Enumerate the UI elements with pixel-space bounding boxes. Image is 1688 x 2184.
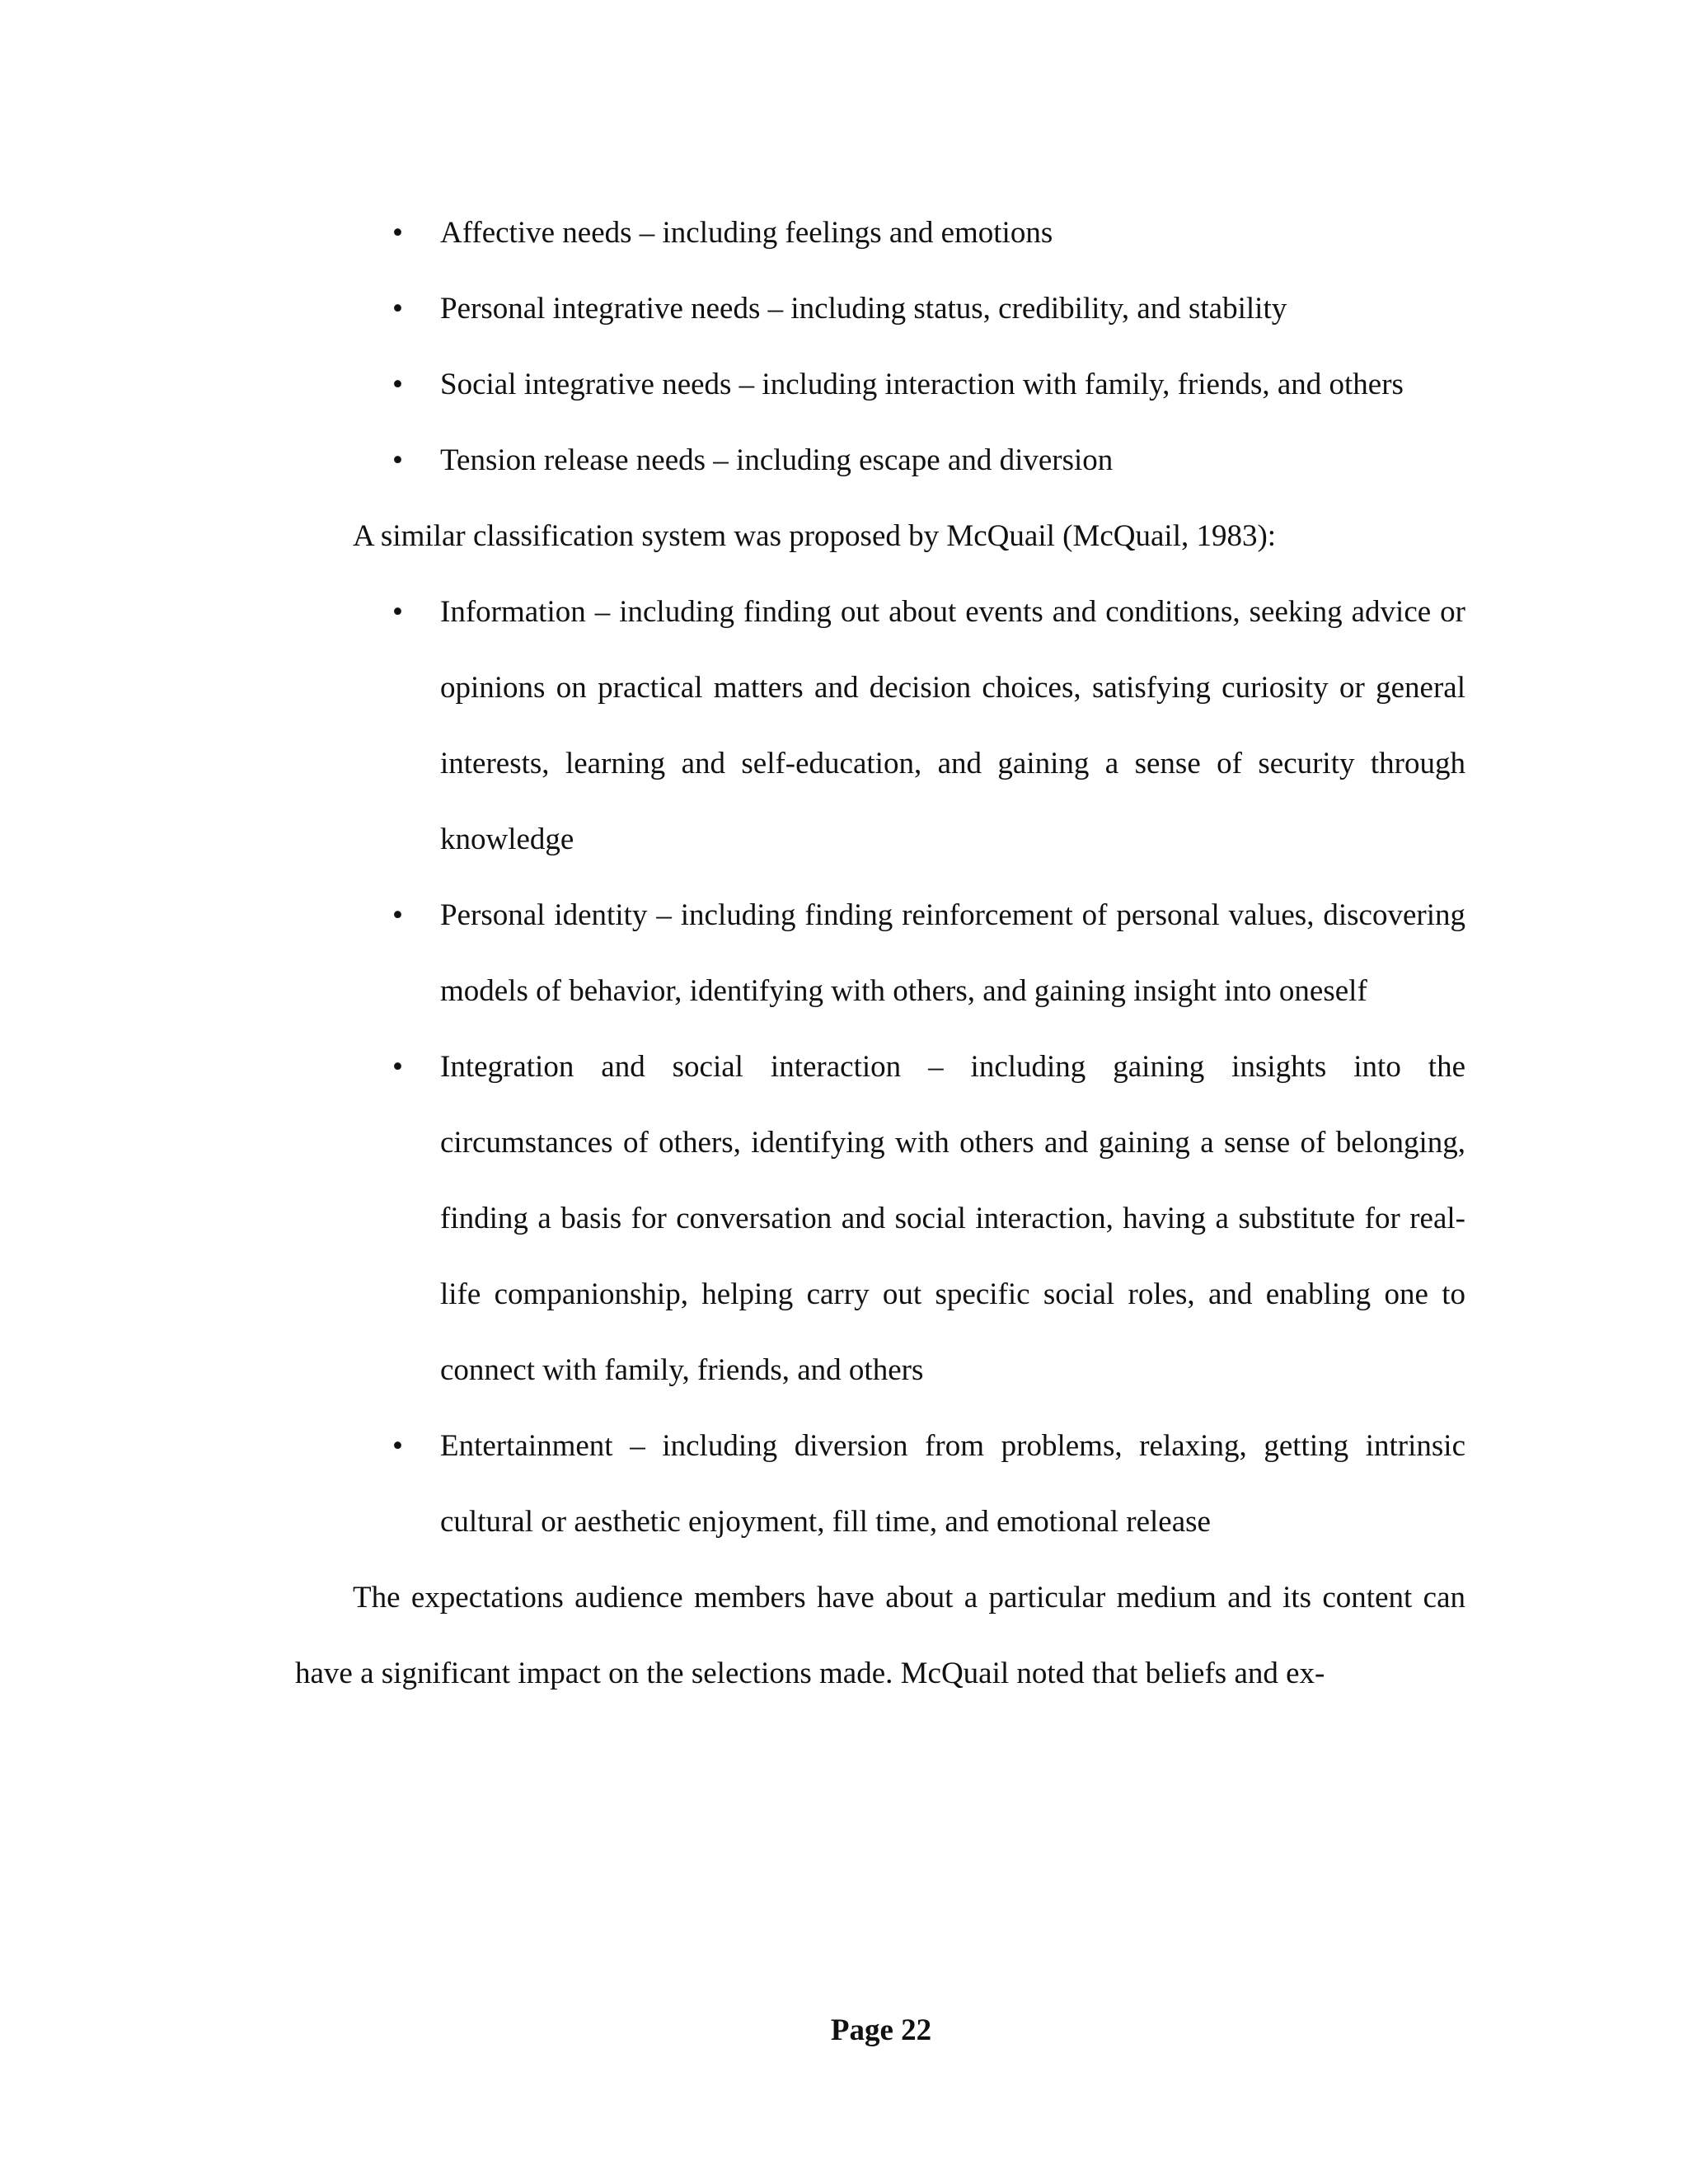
list-item bbox=[295, 195, 1465, 271]
bullet-icon: • bbox=[392, 216, 403, 250]
list-item bbox=[295, 271, 1465, 347]
mcquail-list bbox=[295, 574, 1465, 1560]
list-item bbox=[295, 574, 1465, 878]
list-item-text: Personal identity – including finding reinforcement of personal values, discovering models of behavior, identifying with others, and gaining insight into oneself bbox=[440, 898, 1465, 1008]
bullet-icon: • bbox=[392, 595, 403, 629]
page-number: Page 22 bbox=[830, 2013, 932, 2047]
bullet-icon: • bbox=[392, 898, 403, 932]
list-item-text: Social integrative needs – including interaction with family, friends, and others bbox=[440, 368, 1404, 401]
bullet-icon: • bbox=[392, 368, 403, 401]
list-item bbox=[295, 1029, 1465, 1408]
list-item-text: Personal integrative needs – including status, credibility, and stability bbox=[440, 292, 1287, 326]
list-item-text: Entertainment – including diversion from problems, relaxing, getting intrinsic cultural or aesthetic enjoyment, fill time, and emotional release bbox=[440, 1429, 1465, 1539]
list-item bbox=[295, 878, 1465, 1029]
needs-list bbox=[295, 195, 1465, 499]
closing-paragraph: The expectations audience members have about a particular medium and its content can have a significant impact on the selections made. McQuail noted that beliefs and ex- bbox=[295, 1581, 1465, 1690]
list-item bbox=[295, 423, 1465, 499]
list-item bbox=[295, 1408, 1465, 1560]
bullet-icon: • bbox=[392, 443, 403, 477]
mcquail-intro-paragraph: A similar classification system was proposed by McQuail (McQuail, 1983): bbox=[353, 519, 1277, 553]
list-item-text: Information – including finding out about events and conditions, seeking advice or opinions on practical matters and decision choices, satisfying curiosity or general interests, learning and self-education, and gaining a sense of security through knowledge bbox=[440, 595, 1465, 856]
bullet-icon: • bbox=[392, 1429, 403, 1463]
list-item-text: Integration and social interaction – including gaining insights into the circumstances of others, identifying with others and gaining a sense of belonging, finding a basis for conversation and social interaction, having a substitute for real-life companionship, helping carry out specific social roles, and enabling one to connect with family, friends, and others bbox=[440, 1050, 1465, 1387]
page-body bbox=[295, 195, 1465, 1712]
bullet-icon: • bbox=[392, 1050, 403, 1084]
list-item-text: Affective needs – including feelings and emotions bbox=[440, 216, 1053, 250]
bullet-icon: • bbox=[392, 292, 403, 326]
list-item bbox=[295, 347, 1465, 423]
list-item-text: Tension release needs – including escape and diversion bbox=[440, 443, 1114, 477]
